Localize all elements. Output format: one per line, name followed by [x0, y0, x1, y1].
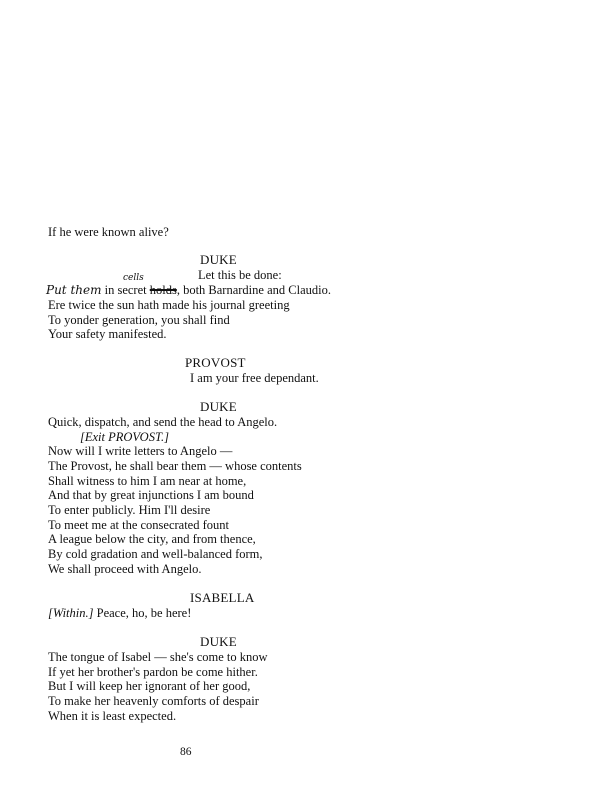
verse-line: Now will I write letters to Angelo — [48, 444, 233, 458]
verse-line: But I will keep her ignorant of her good, [48, 679, 251, 693]
verse-line: The tongue of Isabel — she's come to know [48, 650, 268, 664]
struck-word: holds [149, 283, 177, 297]
verse-line: To yonder generation, you shall find [48, 313, 230, 327]
verse-line: If yet her brother's pardon be come hither. [48, 665, 258, 679]
verse-line: By cold gradation and well-balanced form, [48, 547, 263, 561]
verse-line: Let this be done: [198, 268, 282, 282]
verse-line [48, 606, 191, 620]
verse-text: Peace, ho, be here! [93, 606, 192, 620]
stage-direction: [Exit PROVOST.] [80, 430, 169, 444]
handwritten-annotation: Put them [46, 283, 102, 297]
speaker-isabella: ISABELLA [190, 590, 255, 605]
verse-text: , both Barnardine and Claudio. [176, 283, 331, 297]
verse-line: Shall witness to him I am near at home, [48, 474, 247, 488]
verse-line: We shall proceed with Angelo. [48, 562, 202, 576]
verse-line: To meet me at the consecrated fount [48, 518, 229, 532]
speaker-duke: DUKE [200, 634, 237, 649]
stage-direction: [Within.] [48, 606, 94, 620]
verse-line: Quick, dispatch, and send the head to Angelo. [48, 415, 278, 429]
page-number: 86 [180, 746, 192, 758]
handwritten-correction: cells [123, 273, 144, 283]
verse-line: To make her heavenly comforts of despair [48, 694, 259, 708]
verse-line: The Provost, he shall bear them — whose contents [48, 459, 302, 473]
verse-line: A league below the city, and from thence, [48, 532, 256, 546]
verse-line: And that by great injunctions I am bound [48, 488, 254, 502]
speaker-duke: DUKE [200, 252, 237, 267]
speaker-provost: PROVOST [185, 355, 246, 370]
verse-line: Ere twice the sun hath made his journal greeting [48, 298, 290, 312]
verse-line: I am your free dependant. [190, 371, 319, 385]
verse-line [46, 283, 331, 297]
verse-text: in secret [101, 283, 150, 297]
verse-line: If he were known alive? [48, 225, 169, 239]
verse-line: When it is least expected. [48, 709, 177, 723]
verse-line: Your safety manifested. [48, 327, 167, 341]
verse-line: To enter publicly. Him I'll desire [48, 503, 211, 517]
speaker-duke: DUKE [200, 399, 237, 414]
